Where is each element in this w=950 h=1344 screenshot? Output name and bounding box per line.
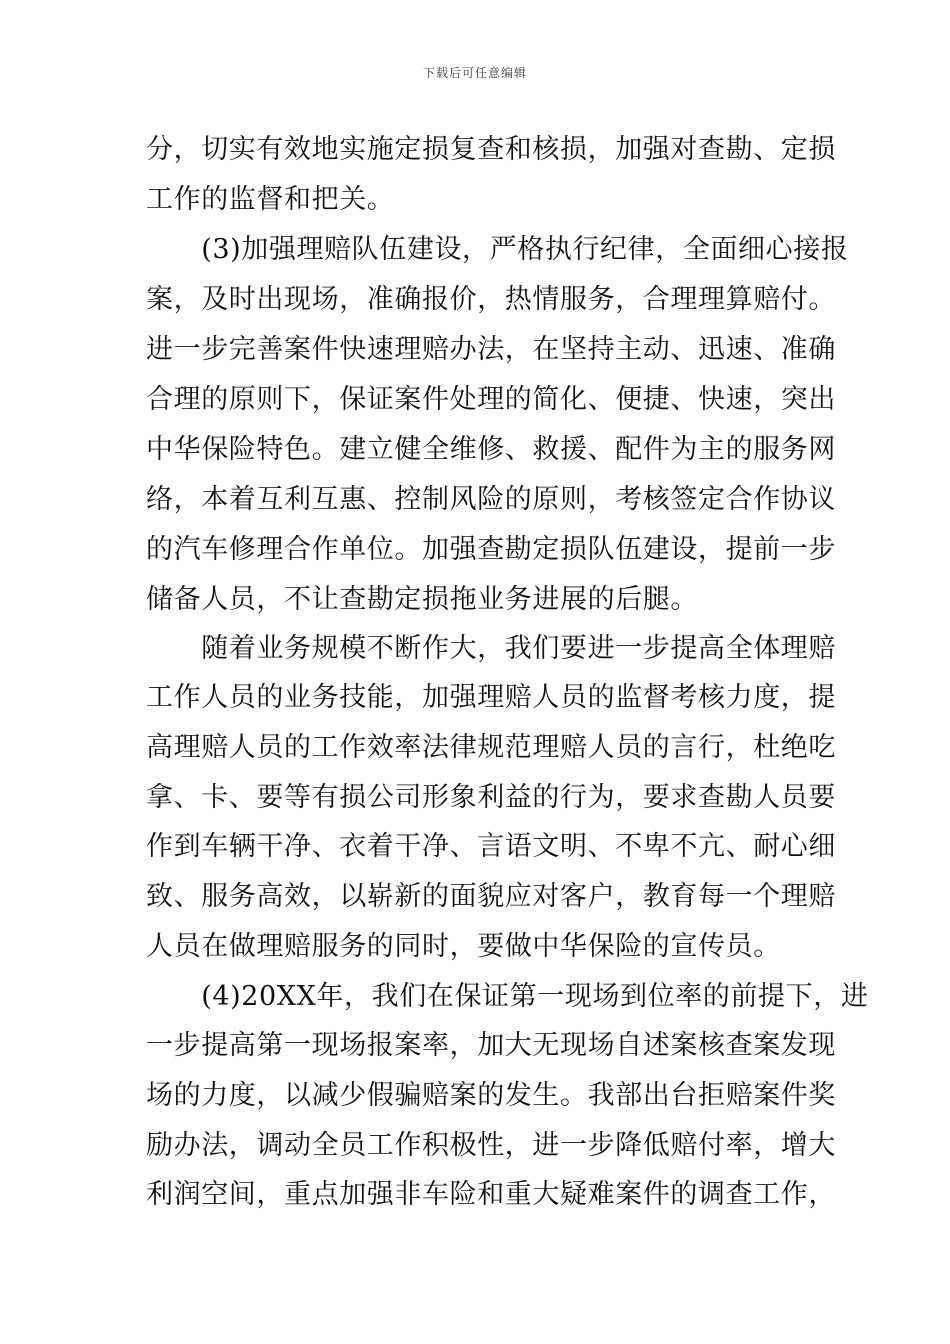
body-line: 利润空间，重点加强非车险和重大疑难案件的调查工作， [146,1179,836,1210]
body-line: 分，切实有效地实施定损复查和核损，加强对查勘、定损 [146,134,836,165]
body-line: 进一步完善案件快速理赔办法，在坚持主动、迅速、准确 [146,334,836,365]
body-line: (4)20XX年，我们在保证第一现场到位率的前提下，进 [146,981,869,1012]
body-line: 工作的监督和把关。 [146,184,395,215]
body-line: (3)加强理赔队伍建设，严格执行纪律，全面细心接报 [146,234,849,265]
body-line: 随着业务规模不断作大，我们要进一步提高全体理赔 [146,633,836,664]
body-line: 案，及时出现场，准确报价，热情服务，合理理算赔付。 [146,284,836,315]
body-line: 的汽车修理合作单位。加强查勘定损队伍建设，提前一步 [146,534,836,565]
page-header: 下载后可任意编辑 [422,66,527,80]
body-line: 工作人员的业务技能，加强理赔人员的监督考核力度，提 [146,682,836,713]
body-line: 人员在做理赔服务的同时，要做中华保险的宣传员。 [146,931,781,962]
body-line: 致、服务高效，以崭新的面貌应对客户，教育每一个理赔 [146,881,836,912]
body-line: 一步提高第一现场报案率，加大无现场自述案核查案发现 [146,1030,836,1061]
body-line: 高理赔人员的工作效率法律规范理赔人员的言行，杜绝吃 [146,732,836,763]
body-line: 励办法，调动全员工作积极性，进一步降低赔付率，增大 [146,1130,836,1161]
body-line: 作到车辆干净、衣着干净、言语文明、不卑不亢、耐心细 [146,831,836,862]
body-line: 合理的原则下，保证案件处理的简化、便捷、快速，突出 [146,384,836,415]
body-line: 络，本着互利互惠、控制风险的原则，考核签定合作协议 [146,484,836,515]
body-line: 储备人员，不让查勘定损拖业务进展的后腿。 [146,584,698,615]
body-line: 场的力度，以减少假骗赔案的发生。我部出台拒赔案件奖 [146,1080,836,1111]
body-line: 拿、卡、要等有损公司形象利益的行为，要求查勘人员要 [146,782,836,813]
body-line: 中华保险特色。建立健全维修、救援、配件为主的服务网 [146,434,836,465]
